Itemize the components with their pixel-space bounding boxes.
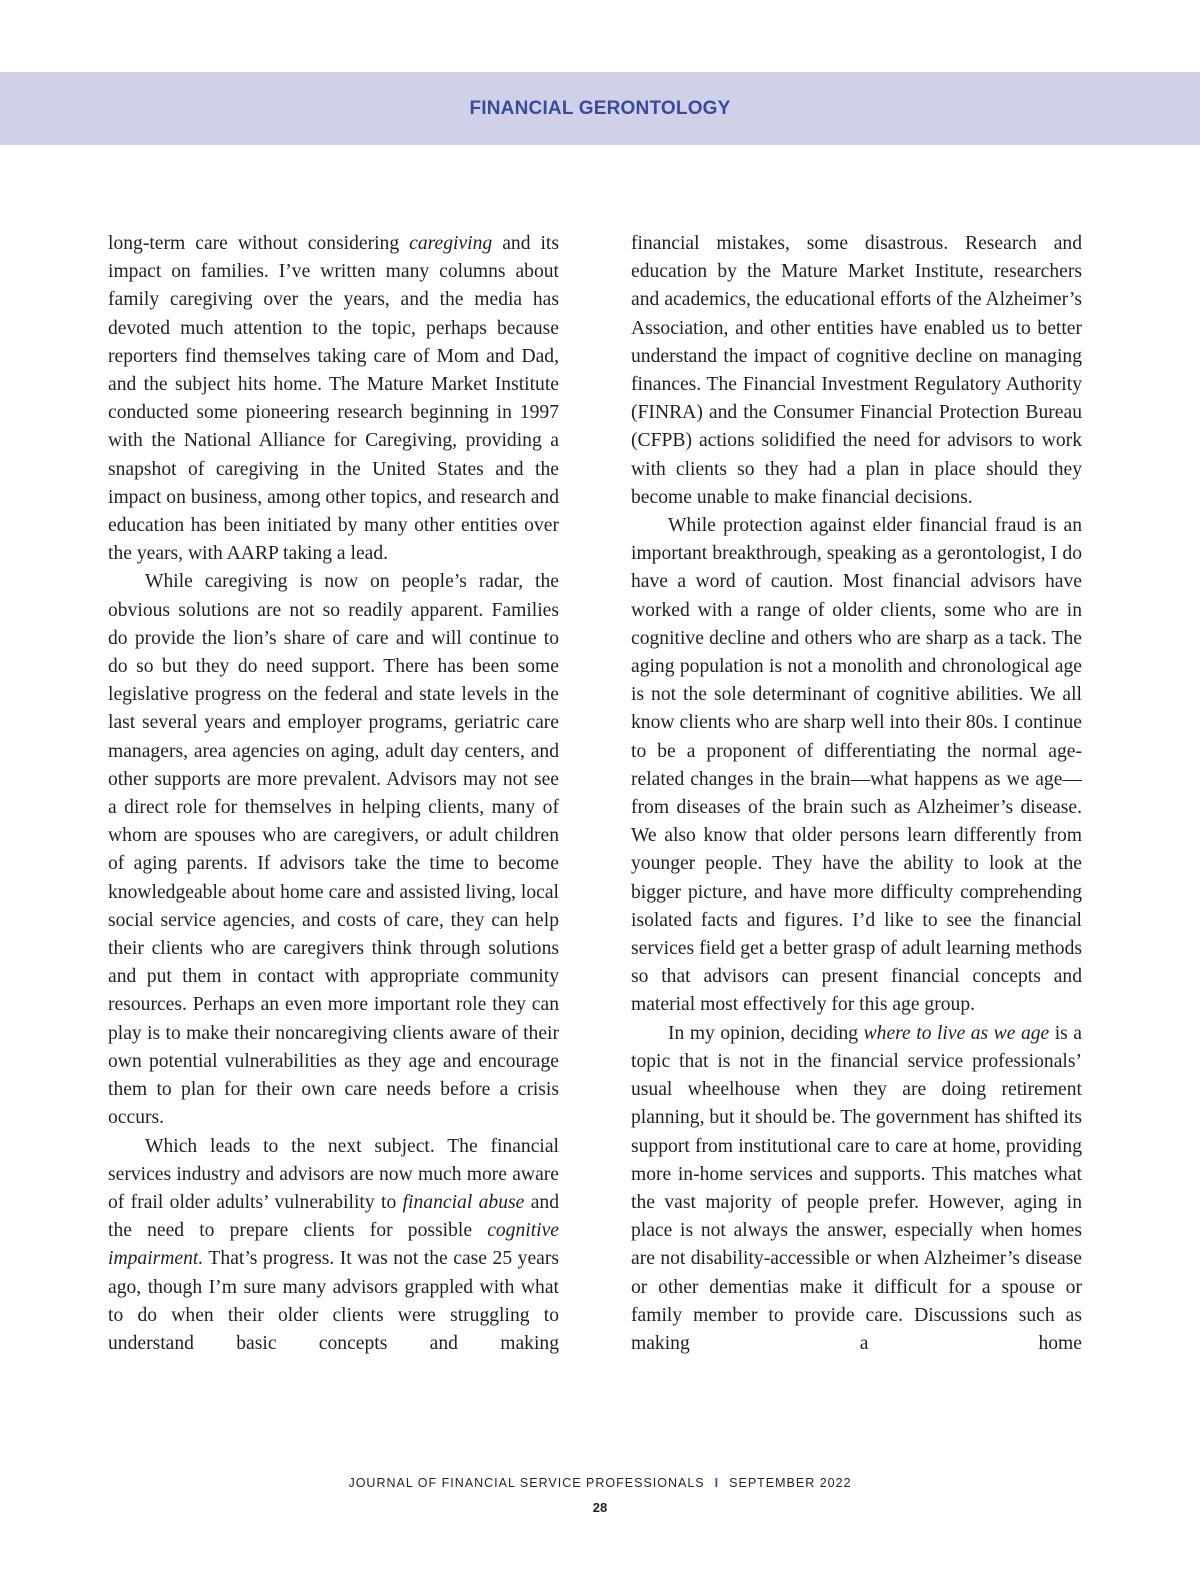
- footer-line: [0, 1476, 1200, 1490]
- text-run: Which leads to the next subject. The financial services industry and advisors are now much more aware of frail older adults’ vulnerability to: [108, 1135, 559, 1213]
- paragraph: [108, 230, 559, 568]
- text-run: long-term care without considering: [108, 233, 410, 254]
- right-column: [631, 230, 1082, 1358]
- footer-separator: I: [714, 1476, 720, 1490]
- emphasis-text: caregiving: [409, 233, 493, 254]
- text-run: That’s progress. It was not the case 25 years ago, though I’m sure many advisors grappled with what to do when their older clients were struggling to understand basic concepts and making: [108, 1248, 559, 1354]
- emphasis-text: financial abuse: [402, 1191, 525, 1213]
- page-number: 28: [592, 1500, 608, 1515]
- paragraph: financial mistakes, some disastrous. Research and education by the Mature Market Institute, researchers and academics, the educational efforts of the Alzheimer’s Association, and other entities have enabled us to better understand the impact of cognitive decline on managing finances. The Financial Investment Regulatory Authority (FINRA) and the Consumer Financial Protection Bureau (CFPB) actions solidified the need for advisors to work with clients so they had a plan in place should they become unable to make financial decisions.: [631, 233, 1082, 508]
- text-run: and its impact on families. I’ve written many columns about family caregiving over the years, and the media has devoted much attention to the topic, perhaps because reporters find themselves taking care of Mom and Dad, and the subject hits home. The Mature Market Institute conducted some pioneering research beginning in 1997 with the National Alliance for Caregiving, providing a snapshot of caregiving in the United States and the impact on business, among other topics, and research and education has been initiated by many other entities over the years, with AARP taking a lead.: [108, 233, 560, 565]
- left-column: [108, 230, 559, 1358]
- text-run: is a topic that is not in the financial service professionals’ usual wheelhouse when they are doing retirement planning, but it should be. The government has shifted its support from institutional care to care at home, providing more in-home services and supports. This matches what the vast majority of people prefer. However, aging in place is not always the answer, especially when homes are not disability-accessible or when Alzheimer’s disease or other dementias make it difficult for a spouse or family member to provide care. Discussions such as making a home: [631, 1022, 1082, 1354]
- emphasis-text: cognitive impairment.: [108, 1220, 559, 1270]
- section-title: FINANCIAL GERONTOLOGY: [469, 98, 731, 119]
- paragraph: [631, 1020, 1082, 1358]
- paragraph: [108, 1133, 559, 1359]
- paragraph: While protection against elder financial fraud is an important breakthrough, speaking as a gerontologist, I do have a word of caution. Most financial advisors have worked with a range of older clients, some who are in cognitive decline and others who are sharp as a tack. The aging population is not a monolith and chronological age is not the sole determinant of cognitive abilities. We all know clients who are sharp well into their 80s. I continue to be a proponent of differentiating the normal age-related changes in the brain—what happens as we age—from diseases of the brain such as Alzheimer’s disease. We also know that older persons learn differently from younger people. They have the ability to look at the bigger picture, and have more difficulty comprehending isolated facts and figures. I’d like to see the financial services field get a better grasp of adult learning methods so that advisors can present financial concepts and material most effectively for this age group.: [631, 515, 1082, 1016]
- issue-date: SEPTEMBER 2022: [729, 1476, 852, 1490]
- text-run: and the need to prepare clients for possible: [108, 1191, 559, 1242]
- emphasis-text: where to live as we age: [863, 1022, 1050, 1044]
- text-run: In my opinion, deciding: [668, 1022, 864, 1044]
- paragraph: While caregiving is now on people’s radar, the obvious solutions are not so readily apparent. Families do provide the lion’s share of care and will continue to do so but they do need support. There has been some legislative progress on the federal and state levels in the last several years and employer programs, geriatric care managers, area agencies on aging, adult day centers, and other supports are more prevalent. Advisors may not see a direct role for themselves in helping clients, many of whom are spouses who are caregivers, or adult children of aging parents. If advisors take the time to become knowledgeable about home care and assisted living, local social service agencies, and costs of care, they can help their clients who are caregivers think through solutions and put them in contact with appropriate community resources. Perhaps an even more important role they can play is to make their noncaregiving clients aware of their own potential vulnerabilities as they age and encourage them to plan for their own care needs before a crisis occurs.: [108, 571, 559, 1129]
- journal-name: JOURNAL OF FINANCIAL SERVICE PROFESSIONALS: [348, 1476, 705, 1490]
